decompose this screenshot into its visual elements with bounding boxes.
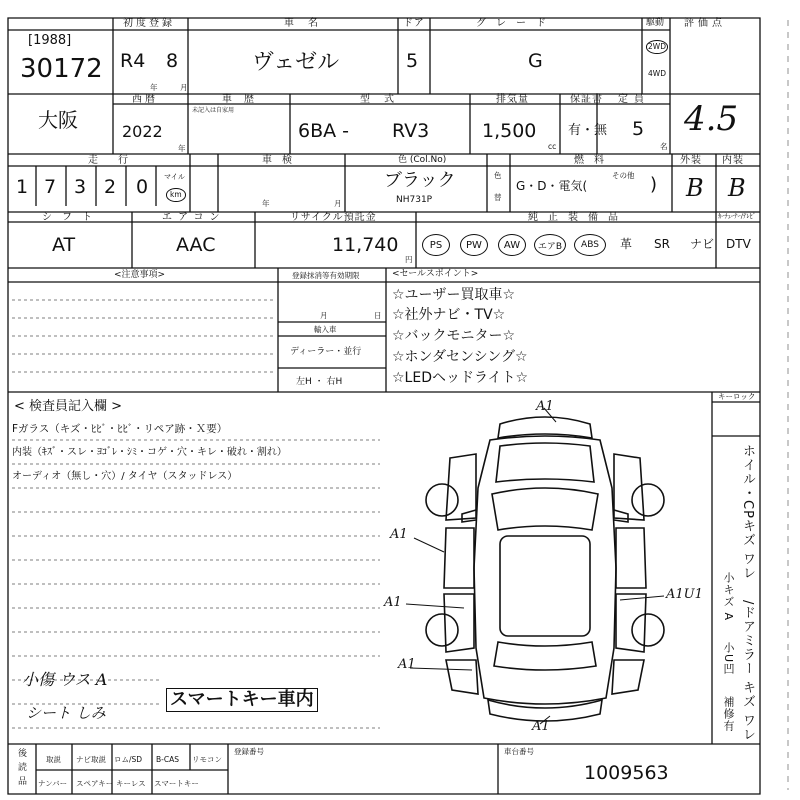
mark-right-door: A1U1 [666,587,703,602]
grade: G [528,50,543,72]
sales-point-3: ☆バックモニター☆ [392,328,516,344]
item-smart-key: スマートキー [154,779,199,788]
displacement: 1,500 [482,120,537,142]
sales-point-4: ☆ホンダセンシング☆ [392,349,528,365]
door-label: ドア [403,18,425,29]
color-change-1: 色 [494,171,502,180]
fuel-label: 燃料 [574,155,614,166]
color-change-2: 替 [494,193,502,202]
mark-left-rear: A1 [398,657,416,672]
warranty-label: 保証書 [570,94,603,105]
mileage-digit-2: 7 [44,176,57,198]
mark-rear: A1 [532,719,550,734]
item-plate: ナンバー [38,779,68,788]
fuel-close: ) [650,174,658,195]
shift-label: シフト [42,212,102,223]
color-label: 色 (Col.No) [398,155,447,165]
equip-airbag: エアB [534,234,566,256]
equipment-label: 純正装備品 [528,212,628,223]
side-note-2: /ドアミラー キズ ワレ [740,600,755,742]
post-label-2: 読 [18,763,28,773]
mark-front: A1 [536,399,554,414]
mileage-label: 走行 [88,155,148,166]
post-label-3: 品 [18,777,28,787]
shaken-month-unit: 月 [334,199,342,208]
post-label-1: 後 [18,749,28,759]
item-manual: 取説 [46,755,61,764]
ac: AAC [176,234,216,256]
model-prefix: 6BA - [298,120,350,142]
equip-ps: PS [422,234,450,256]
mark-left-door: A1 [384,595,402,610]
tuner-label: ｶｰﾁｭｰﾅｰ/ﾃﾚﾋﾞ [718,212,756,220]
shift: AT [52,234,76,256]
inspector-title: < 検査員記入欄 > [14,399,123,414]
glass-line: Fガラス（キズ・ﾋﾋﾞ・ﾋﾋﾞ・リペア跡・Ｘ要） [12,423,228,435]
capacity-label: 定員 [618,94,650,105]
km-label: km [166,188,186,202]
doors: 5 [406,50,419,72]
equip-dtv: DTV [726,237,751,251]
model-code: RV3 [392,120,430,142]
sales-point-2: ☆社外ナビ・TV☆ [392,307,506,323]
chassis-label: 車台番号 [504,747,534,756]
model-label: 型式 [360,94,408,105]
history-year-unit: 年 [178,144,186,153]
side-note-3: 小キズ A [722,572,735,622]
handle-label: 左H ・ 右H [296,377,343,387]
history-note: 未記入は自家用 [192,107,235,114]
fuel: G・D・電気( [516,179,588,193]
first-reg-label: 初度登録 [123,18,175,29]
equip-sr: SR [654,237,670,251]
exterior-label: 外装 [680,155,702,166]
equip-aw: AW [498,234,526,256]
interior: B [728,174,746,202]
dealer-label: ディーラー・並行 [290,347,362,357]
recycle-amount: 11,740 [332,234,399,256]
color-code: NH731P [396,195,433,205]
color: ブラック [384,170,456,191]
drive-4wd: 4WD [648,69,666,78]
item-keyless: キーレス [116,779,146,788]
hand-note-1: 小傷 ウス A [22,670,108,689]
score: 4.5 [684,99,739,139]
side-note-4: 小U凹 [722,642,735,676]
item-navi-manual: ナビ取説 [76,755,106,764]
warranty: 有・無 [568,123,608,138]
mileage-digit-5: 0 [136,176,149,198]
year: 2022 [122,122,163,141]
side-note-1: ホイル・CPキズ ワレ [740,444,755,581]
smart-key-note: スマートキー車内 [166,688,318,712]
caution-label: <注意事項> [114,270,166,280]
mile-label: マイル [164,173,185,181]
item-rom-sd: ロム/SD [114,755,143,764]
first-reg-era: R4 [120,50,146,72]
car-name: ヴェゼル [252,50,340,75]
reg-number-label: 登録番号 [234,747,264,756]
interior-label: 内装 [722,155,744,166]
drive-label: 駆動 [646,18,665,28]
score-label: 評価点 [684,18,726,29]
first-reg-month: 8 [166,50,179,72]
drive-2wd: 2WD [646,40,668,54]
import-label: 輸入車 [314,325,337,334]
reg-expiry-label: 登録抹消等有効期限 [292,271,360,280]
mark-left-front: A1 [390,527,408,542]
mileage-digit-3: 3 [74,176,87,198]
cc-unit: cc [548,142,557,151]
equip-pw: PW [460,234,488,256]
lot-bracket: [1988] [28,33,72,48]
region: 大阪 [38,108,78,132]
side-note-5: 補修有 [722,696,735,732]
item-bcas: B-CAS [156,755,179,764]
audio-line: オーディオ（無し・穴）/ タイヤ（スタッドレス） [12,471,238,482]
lot-number: 30172 [20,54,103,84]
chassis-number: 1009563 [584,762,669,784]
yen-unit: 円 [405,255,413,264]
ac-label: エアコン [162,212,226,223]
sales-label: <セールスポイント> [392,269,479,279]
first-reg-month-unit: 月 [180,83,188,92]
equip-abs: ABS [574,234,606,256]
item-remote: リモコン [192,755,222,764]
key-lock-label: キーロック [718,392,756,401]
shaken-year-unit: 年 [262,199,270,208]
item-spare-key: スペアキー [76,779,114,788]
first-reg-year-unit: 年 [150,83,158,92]
displacement-label: 排気量 [496,94,529,105]
recycle-label: リサイクル預託金 [290,212,377,223]
car-name-label: 車名 [284,18,332,29]
fuel-other: その他 [612,171,635,180]
car-damage-diagram [380,398,710,738]
equip-leather: 革 [620,237,633,251]
capacity-unit: 名 [660,142,668,151]
reg-expiry-month-unit: 月 [320,311,328,320]
mileage-digit-1: 1 [16,176,29,198]
grade-label: グレード [476,18,556,29]
interior-line: 内装（ｷｽﾞ・スレ・ﾖｺﾞﾚ・ｼﾐ・コゲ・穴・キレ・破れ・割れ） [12,447,287,458]
exterior: B [686,174,704,202]
mileage-digit-4: 2 [104,176,117,198]
history-label: 車歴 [222,94,266,105]
equip-navi: ナビ [690,237,715,251]
year-label: 西暦 [132,94,158,105]
shaken-label: 車検 [262,155,302,166]
capacity: 5 [632,118,645,140]
sales-point-1: ☆ユーザー買取車☆ [392,287,516,303]
sales-point-5: ☆LEDヘッドライト☆ [392,370,529,386]
hand-note-2: シート しみ [26,704,106,722]
reg-expiry-day-unit: 日 [374,311,382,320]
